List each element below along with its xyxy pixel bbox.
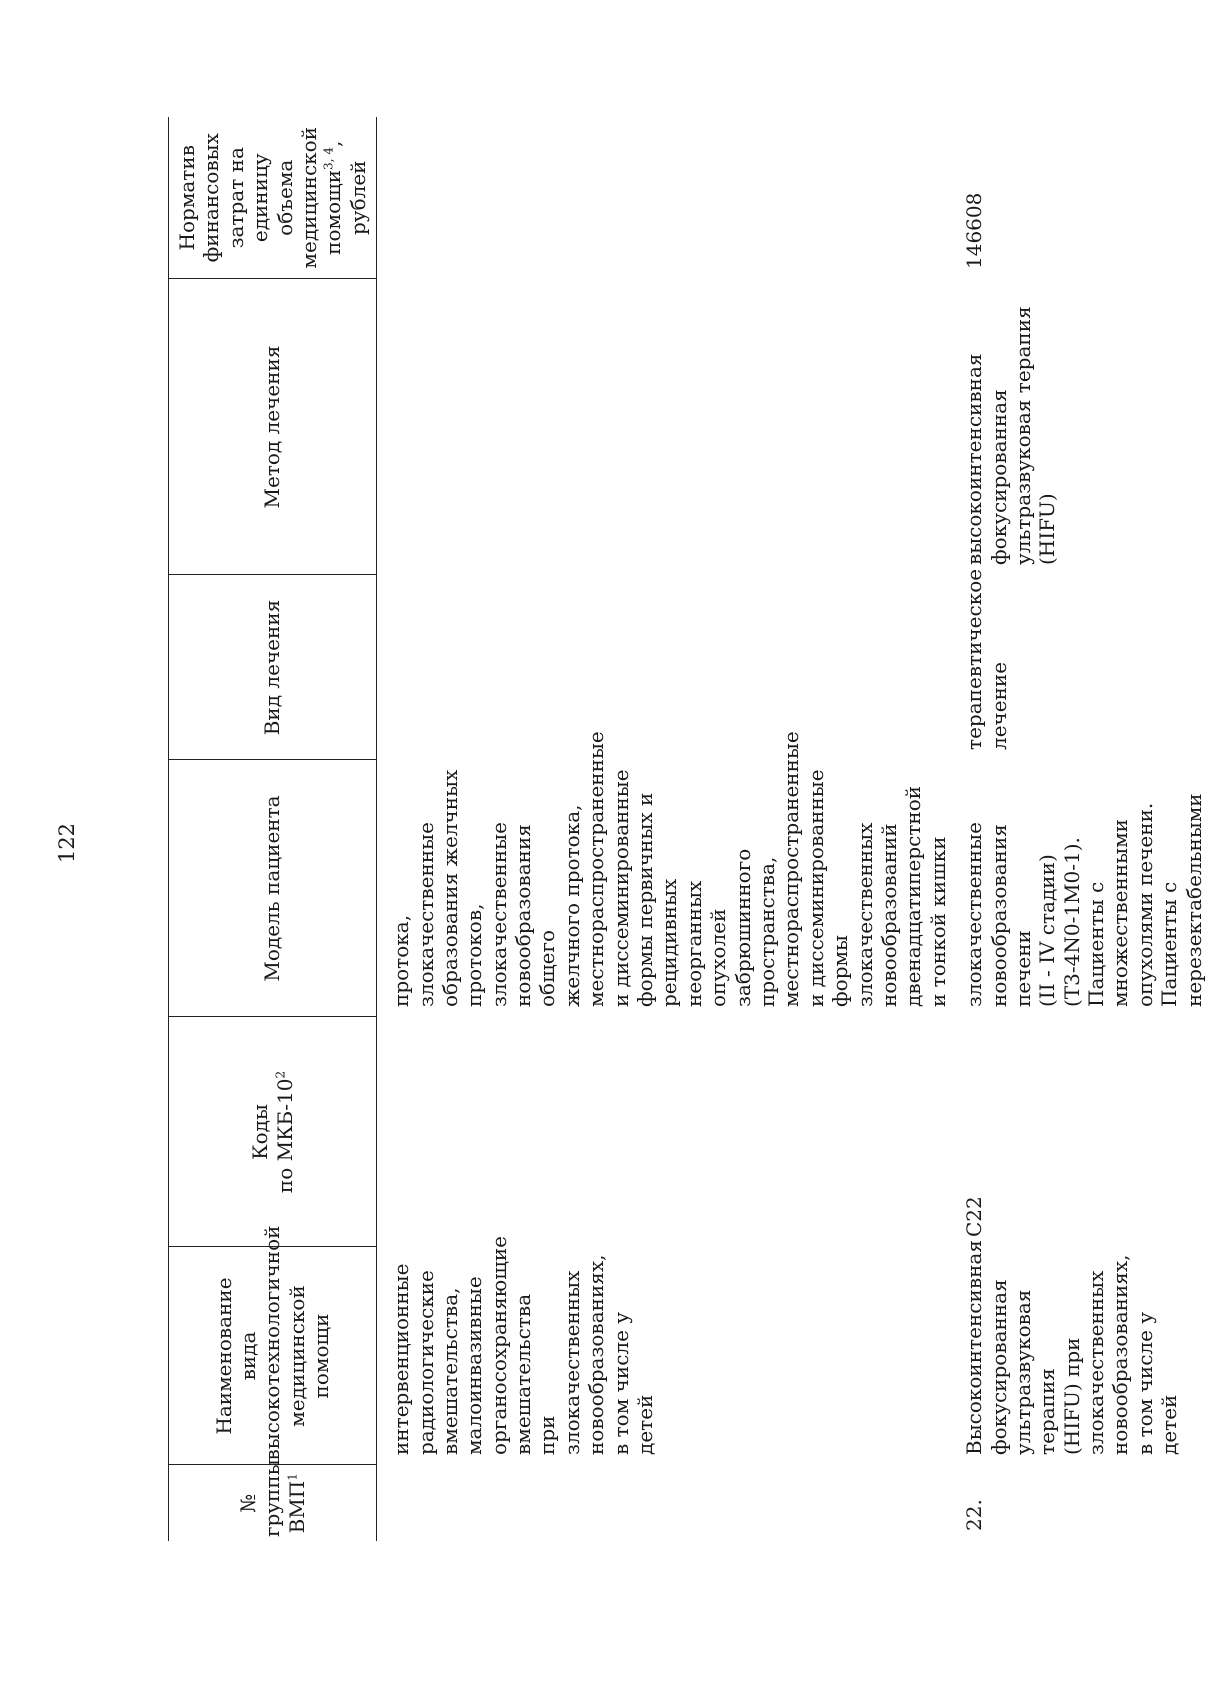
cell-treatment-type: [377, 575, 950, 760]
header-model: Модель пациента: [169, 760, 377, 1017]
header-method: Метод лечения: [169, 279, 377, 575]
cell-norm: [377, 117, 950, 279]
cell-group-no: 22.: [962, 1499, 987, 1531]
table-header-row: [169, 117, 377, 1541]
header-group-no: № группы ВМП$^1$: [169, 1465, 377, 1541]
cell-method: [377, 279, 950, 575]
rotated-table-sheet: [168, 117, 1228, 1541]
vmp-table: [168, 117, 1206, 1541]
cell-group-no: [377, 1465, 950, 1541]
table-row: [950, 117, 1206, 1541]
cell-name: Высокоинтенсивная фокусированная ультразвуковая терапия (HIFU) при злокачественных новообразованиях, в том числе у детей: [962, 1240, 1182, 1455]
header-name: Наименование вида высокотехнологичной медицинской помощи: [169, 1247, 377, 1465]
cell-model: злокачественные новообразования печени (II - IV стадии) (T3-4N0-1M0-1). Пациенты с множественными опухолями печени. Пациенты с нерезектабельными: [962, 793, 1206, 1007]
cell-model: протока, злокачественные образования желчных протоков, злокачественные новообразования общего желчного протока, местнораспространенные и диссеминированные формы первичных и рецидивных неорганных опухолей забрюшинного пространства, местнораспространенные и диссеминированные формы злокачественных новообразований двенадцатиперстной и тонкой кишки: [389, 731, 950, 1007]
cell-codes: C22: [962, 1196, 987, 1237]
header-norm: Норматив финансовых затрат на единицу объема медицинской помощи$^{3, 4}$, рублей: [169, 117, 377, 279]
page-number: 122: [55, 822, 79, 864]
cell-name: интервенционные радиологические вмешательства, малоинвазивные органосохраняющие вмешательства при злокачественных новообразованиях, в том числе у детей: [389, 1236, 658, 1455]
table-row: [377, 117, 950, 1541]
cell-norm: 146608: [962, 192, 987, 269]
header-treatment-type: Вид лечения: [169, 575, 377, 760]
cell-treatment-type: терапевтическое лечение: [962, 568, 1011, 750]
header-codes: Коды по МКБ-$10^2$: [169, 1017, 377, 1247]
cell-codes: [377, 1017, 950, 1247]
cell-method: высокоинтенсивная фокусированная ультразвуковая терапия (HIFU): [962, 306, 1060, 565]
